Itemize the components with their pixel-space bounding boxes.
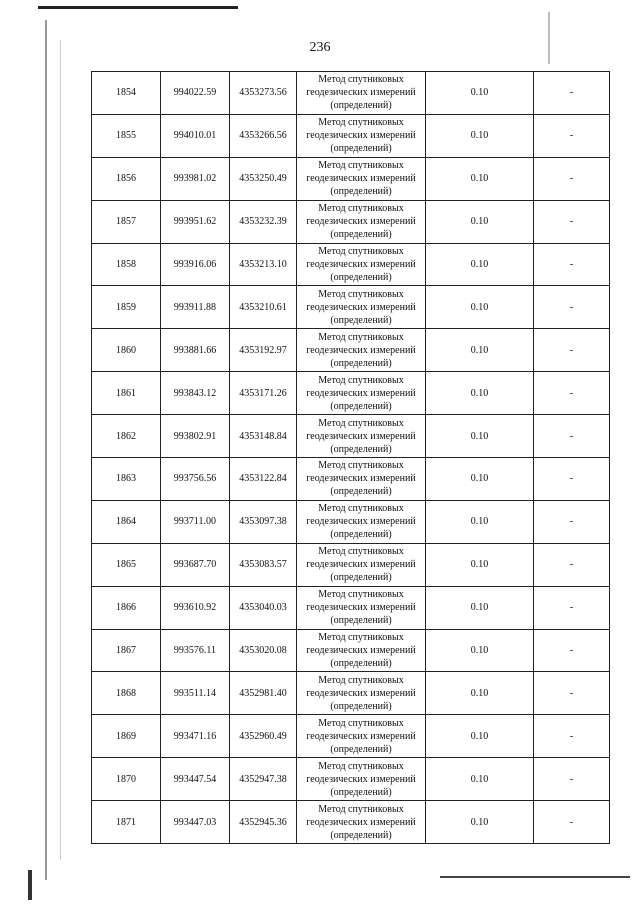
method-text-line: Метод спутниковых [318,546,404,558]
method-text-line: Метод спутниковых [318,417,404,429]
extra-cell: - [534,672,610,715]
accuracy-cell: 0.10 [426,157,534,200]
method-text-line: (определений) [330,529,392,541]
method-cell [297,543,426,586]
method-cell [297,200,426,243]
y-coordinate-cell: 4352945.36 [230,801,297,844]
method-text-line: (определений) [330,229,392,241]
y-coordinate-cell: 4353250.49 [230,157,297,200]
extra-cell: - [534,200,610,243]
table-row [92,200,610,243]
method-text-line: геодезических измерений [306,773,416,785]
y-coordinate-cell: 4353040.03 [230,586,297,629]
method-text-line: геодезических измерений [306,730,416,742]
method-text-line: Метод спутниковых [318,503,404,515]
extra-cell: - [534,758,610,801]
extra-cell: - [534,715,610,758]
method-text-line: Метод спутниковых [318,460,404,472]
y-coordinate-cell: 4353171.26 [230,372,297,415]
method-text-line: геодезических измерений [306,430,416,442]
x-coordinate-cell: 993576.11 [161,629,230,672]
table-row [92,715,610,758]
x-coordinate-cell: 994022.59 [161,72,230,115]
method-text-line: (определений) [330,486,392,498]
point-number-cell: 1862 [92,415,161,458]
method-text-line: (определений) [330,400,392,412]
method-text-line: геодезических измерений [306,473,416,485]
extra-cell: - [534,458,610,501]
method-text-line: Метод спутниковых [318,246,404,257]
accuracy-cell: 0.10 [426,200,534,243]
page-number: 236 [309,40,331,55]
table-row [92,157,610,200]
table-row [92,286,610,329]
y-coordinate-cell: 4353273.56 [230,72,297,115]
method-text-line: Метод спутниковых [318,203,404,215]
point-number-cell: 1857 [92,200,161,243]
extra-cell: - [534,372,610,415]
table-row [92,629,610,672]
point-number-cell: 1864 [92,500,161,543]
scan-artifact-right-mark [548,12,550,64]
y-coordinate-cell: 4353020.08 [230,629,297,672]
y-coordinate-cell: 4353083.57 [230,543,297,586]
point-number-cell: 1865 [92,543,161,586]
accuracy-cell: 0.10 [426,801,534,844]
x-coordinate-cell: 993843.12 [161,372,230,415]
extra-cell: - [534,72,610,115]
accuracy-cell: 0.10 [426,114,534,157]
point-number-cell: 1855 [92,114,161,157]
y-coordinate-cell: 4352981.40 [230,672,297,715]
table-row [92,672,610,715]
scan-artifact-bottom-rule [440,876,630,878]
point-number-cell: 1871 [92,801,161,844]
method-text-line: геодезических измерений [306,387,416,399]
table-row [92,372,610,415]
method-text-line: Метод спутниковых [318,803,404,815]
x-coordinate-cell: 993471.16 [161,715,230,758]
table-row [92,114,610,157]
accuracy-cell: 0.10 [426,500,534,543]
extra-cell: - [534,543,610,586]
x-coordinate-cell: 993881.66 [161,329,230,372]
method-text-line: (определений) [330,443,392,455]
accuracy-cell: 0.10 [426,672,534,715]
y-coordinate-cell: 4353266.56 [230,114,297,157]
method-cell [297,586,426,629]
accuracy-cell: 0.10 [426,415,534,458]
method-text-line: (определений) [330,357,392,369]
method-text-line: (определений) [330,100,392,112]
table-row [92,758,610,801]
method-text-line: геодезических измерений [306,516,416,528]
method-text-line: геодезических измерений [306,344,416,356]
coordinates-table-body [92,72,610,844]
extra-cell: - [534,629,610,672]
method-text-line: Метод спутниковых [318,674,404,686]
extra-cell: - [534,157,610,200]
point-number-cell: 1868 [92,672,161,715]
accuracy-cell: 0.10 [426,543,534,586]
table-row [92,500,610,543]
y-coordinate-cell: 4353213.10 [230,243,297,286]
x-coordinate-cell: 993687.70 [161,543,230,586]
method-text-line: Метод спутниковых [318,74,404,86]
point-number-cell: 1856 [92,157,161,200]
method-text-line: (определений) [330,143,392,155]
method-cell [297,286,426,329]
x-coordinate-cell: 993511.14 [161,672,230,715]
extra-cell: - [534,243,610,286]
accuracy-cell: 0.10 [426,715,534,758]
point-number-cell: 1863 [92,458,161,501]
point-number-cell: 1859 [92,286,161,329]
x-coordinate-cell: 993711.00 [161,500,230,543]
method-text-line: Метод спутниковых [318,374,404,386]
table-row [92,72,610,115]
x-coordinate-cell: 993911.88 [161,286,230,329]
accuracy-cell: 0.10 [426,758,534,801]
method-cell [297,329,426,372]
accuracy-cell: 0.10 [426,458,534,501]
accuracy-cell: 0.10 [426,243,534,286]
x-coordinate-cell: 993756.56 [161,458,230,501]
method-cell [297,243,426,286]
method-text-line: (определений) [330,700,392,712]
point-number-cell: 1866 [92,586,161,629]
table-row [92,801,610,844]
method-cell [297,801,426,844]
method-text-line: (определений) [330,829,392,841]
point-number-cell: 1867 [92,629,161,672]
method-text-line: Метод спутниковых [318,632,404,644]
method-text-line: (определений) [330,572,392,584]
method-cell [297,715,426,758]
method-cell [297,372,426,415]
method-text-line: (определений) [330,272,392,283]
method-text-line: (определений) [330,186,392,198]
x-coordinate-cell: 993447.03 [161,801,230,844]
method-text-line: геодезических измерений [306,816,416,828]
scan-artifact-top-rule [38,6,238,9]
y-coordinate-cell: 4353097.38 [230,500,297,543]
x-coordinate-cell: 993981.02 [161,157,230,200]
accuracy-cell: 0.10 [426,286,534,329]
method-text-line: геодезических измерений [306,301,416,313]
table-row [92,329,610,372]
method-cell [297,629,426,672]
y-coordinate-cell: 4353192.97 [230,329,297,372]
method-text-line: геодезических измерений [306,216,416,228]
method-text-line: (определений) [330,314,392,326]
point-number-cell: 1858 [92,243,161,286]
table-row [92,586,610,629]
extra-cell: - [534,114,610,157]
extra-cell: - [534,801,610,844]
extra-cell: - [534,286,610,329]
method-text-line: Метод спутниковых [318,760,404,772]
y-coordinate-cell: 4352960.49 [230,715,297,758]
y-coordinate-cell: 4352947.38 [230,758,297,801]
method-text-line: геодезических измерений [306,130,416,142]
method-text-line: геодезических измерений [306,645,416,657]
method-text-line: геодезических измерений [306,602,416,614]
accuracy-cell: 0.10 [426,629,534,672]
method-cell [297,157,426,200]
accuracy-cell: 0.10 [426,372,534,415]
x-coordinate-cell: 993802.91 [161,415,230,458]
x-coordinate-cell: 993447.54 [161,758,230,801]
extra-cell: - [534,500,610,543]
accuracy-cell: 0.10 [426,72,534,115]
method-text-line: Метод спутниковых [318,288,404,300]
x-coordinate-cell: 994010.01 [161,114,230,157]
method-text-line: Метод спутниковых [318,160,404,172]
method-cell [297,458,426,501]
method-text-line: геодезических измерений [306,87,416,99]
method-text-line: геодезических измерений [306,173,416,185]
method-cell [297,72,426,115]
method-cell [297,114,426,157]
accuracy-cell: 0.10 [426,586,534,629]
method-cell [297,415,426,458]
method-text-line: (определений) [330,743,392,755]
y-coordinate-cell: 4353148.84 [230,415,297,458]
scan-artifact-left-margin-line [45,20,47,880]
scan-artifact-bottom-mark [28,870,32,900]
method-cell [297,500,426,543]
method-text-line: геодезических измерений [306,259,416,270]
method-text-line: (определений) [330,658,392,670]
table-row [92,458,610,501]
table-row [92,415,610,458]
y-coordinate-cell: 4353210.61 [230,286,297,329]
point-number-cell: 1861 [92,372,161,415]
scan-artifact-left-faint-line [60,40,61,860]
extra-cell: - [534,586,610,629]
table-row [92,243,610,286]
point-number-cell: 1854 [92,72,161,115]
method-text-line: Метод спутниковых [318,331,404,343]
x-coordinate-cell: 993610.92 [161,586,230,629]
extra-cell: - [534,329,610,372]
point-number-cell: 1869 [92,715,161,758]
method-text-line: (определений) [330,786,392,798]
method-text-line: Метод спутниковых [318,117,404,129]
method-text-line: Метод спутниковых [318,589,404,601]
table-row [92,543,610,586]
y-coordinate-cell: 4353232.39 [230,200,297,243]
accuracy-cell: 0.10 [426,329,534,372]
method-text-line: геодезических измерений [306,559,416,571]
extra-cell: - [534,415,610,458]
x-coordinate-cell: 993951.62 [161,200,230,243]
y-coordinate-cell: 4353122.84 [230,458,297,501]
method-cell [297,672,426,715]
method-text-line: Метод спутниковых [318,717,404,729]
point-number-cell: 1860 [92,329,161,372]
coordinates-table [91,71,610,844]
point-number-cell: 1870 [92,758,161,801]
method-text-line: (определений) [330,615,392,627]
x-coordinate-cell: 993916.06 [161,243,230,286]
method-text-line: геодезических измерений [306,687,416,699]
method-cell [297,758,426,801]
